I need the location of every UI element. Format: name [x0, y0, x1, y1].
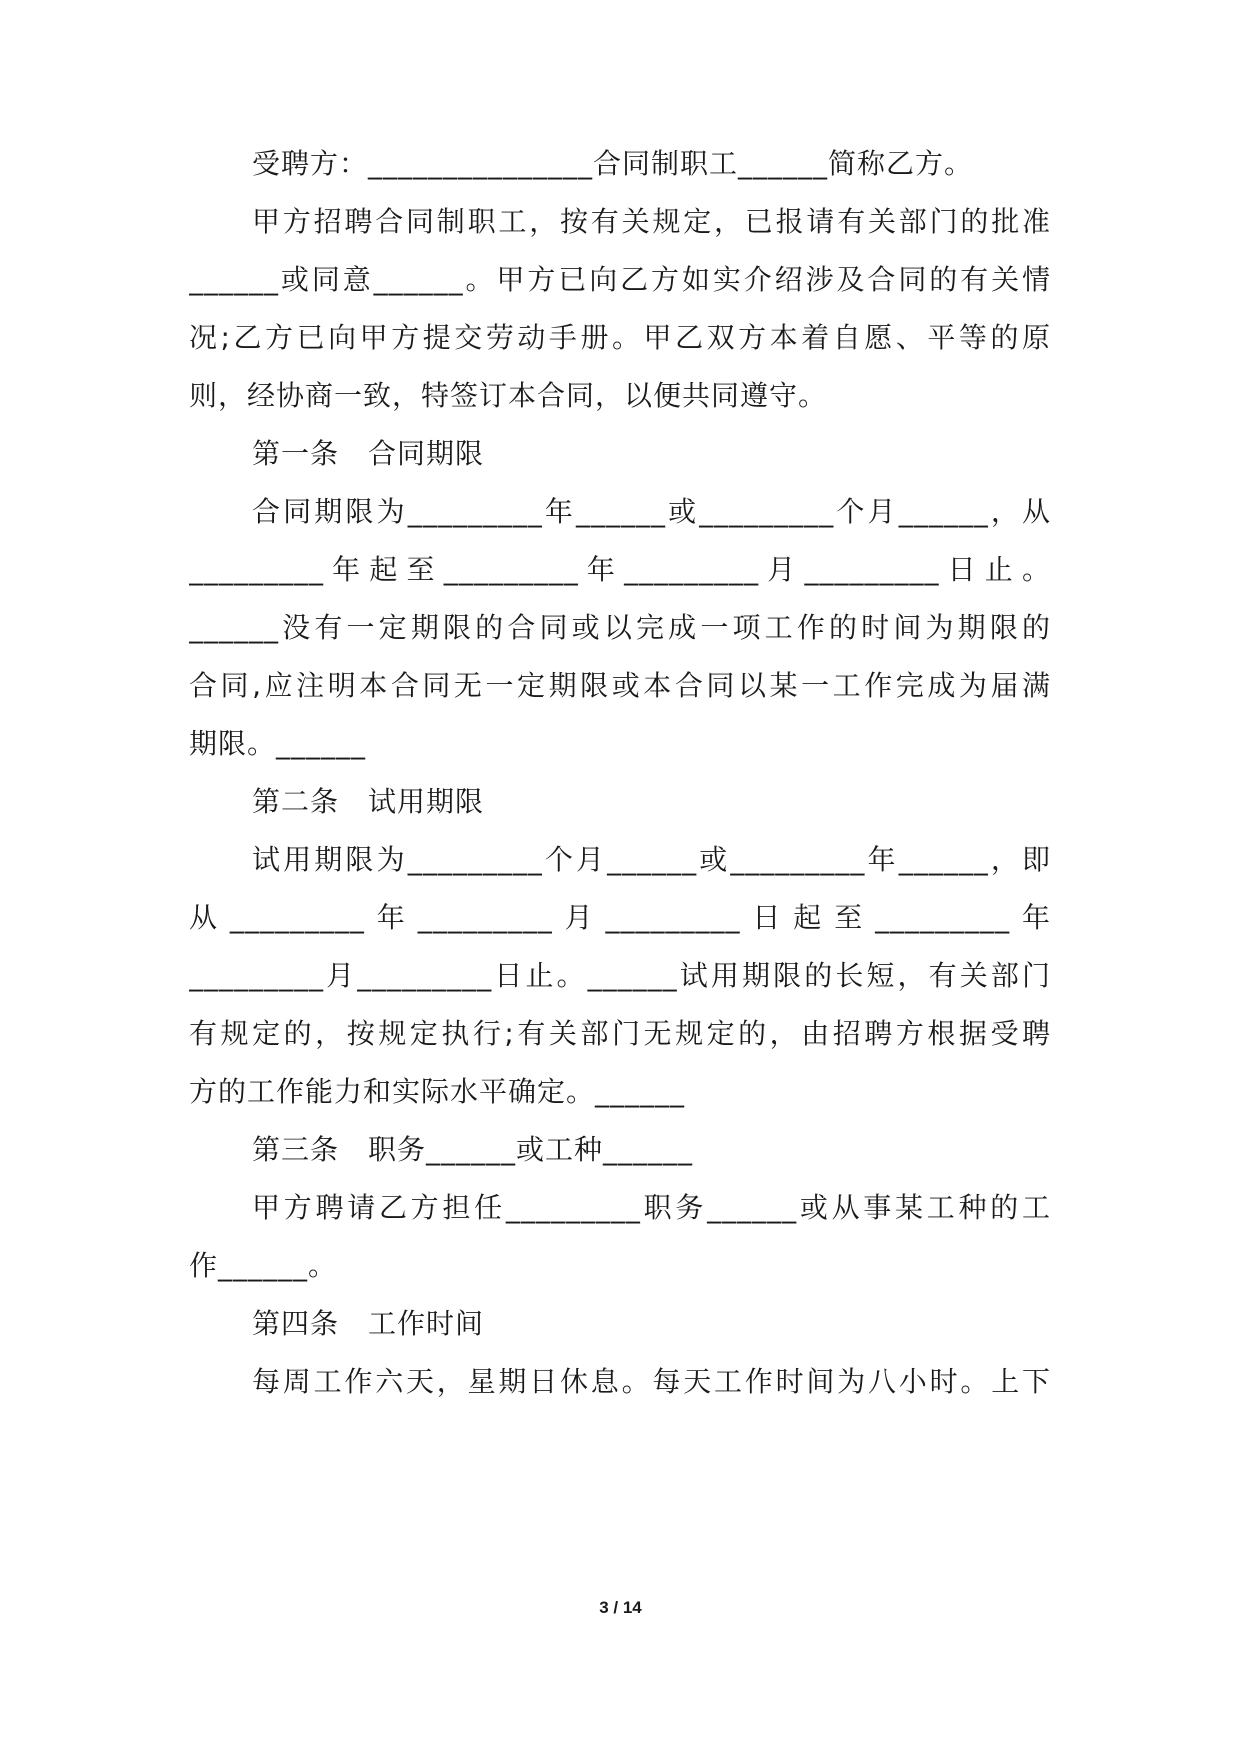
paragraph-line: 试用期限为_________个月______或_________年______，即 — [252, 843, 1051, 876]
section-heading: 第二条 试用期限 — [252, 785, 485, 818]
paragraph-line: 受聘方：_______________合同制职工______简称乙方。 — [252, 147, 974, 180]
paragraph-line: 况;乙方已向甲方提交劳动手册。甲乙双方本着自愿、平等的原 — [189, 321, 1051, 354]
paragraph-line: 甲方聘请乙方担任_________职务______或从事某工种的工 — [252, 1191, 1051, 1224]
paragraph-line: 作______。 — [189, 1249, 338, 1282]
paragraph-line: 方的工作能力和实际水平确定。______ — [189, 1075, 686, 1108]
paragraph-line: 则，经协商一致，特签订本合同，以便共同遵守。 — [189, 379, 828, 412]
paragraph-line: _________月_________日止。______试用期限的长短，有关部门 — [189, 959, 1051, 992]
paragraph-line: 有规定的，按规定执行;有关部门无规定的，由招聘方根据受聘 — [189, 1017, 1051, 1050]
paragraph-line: ______或同意______。甲方已向乙方如实介绍涉及合同的有关情 — [189, 263, 1051, 296]
paragraph-line: 合同,应注明本合同无一定期限或本合同以某一工作完成为届满 — [189, 669, 1051, 702]
paragraph-line: 每周工作六天，星期日休息。每天工作时间为八小时。上下 — [252, 1365, 1051, 1398]
paragraph-line: 期限。______ — [189, 727, 367, 760]
paragraph-line: ______没有一定期限的合同或以完成一项工作的时间为期限的 — [189, 611, 1051, 644]
page-number: 3 / 14 — [599, 1598, 642, 1617]
paragraph-line: _________年起至_________年_________月_________日止。 — [189, 553, 1051, 586]
paragraph-line: 甲方招聘合同制职工，按有关规定，已报请有关部门的批准 — [252, 205, 1051, 238]
section-heading: 第一条 合同期限 — [252, 437, 485, 470]
section-heading: 第四条 工作时间 — [252, 1307, 485, 1340]
paragraph-line: 合同期限为_________年______或_________个月______，从 — [252, 495, 1051, 528]
section-heading: 第三条 职务______或工种______ — [252, 1133, 694, 1166]
paragraph-line: 从_________年_________月_________日起至_________年 — [189, 901, 1051, 934]
